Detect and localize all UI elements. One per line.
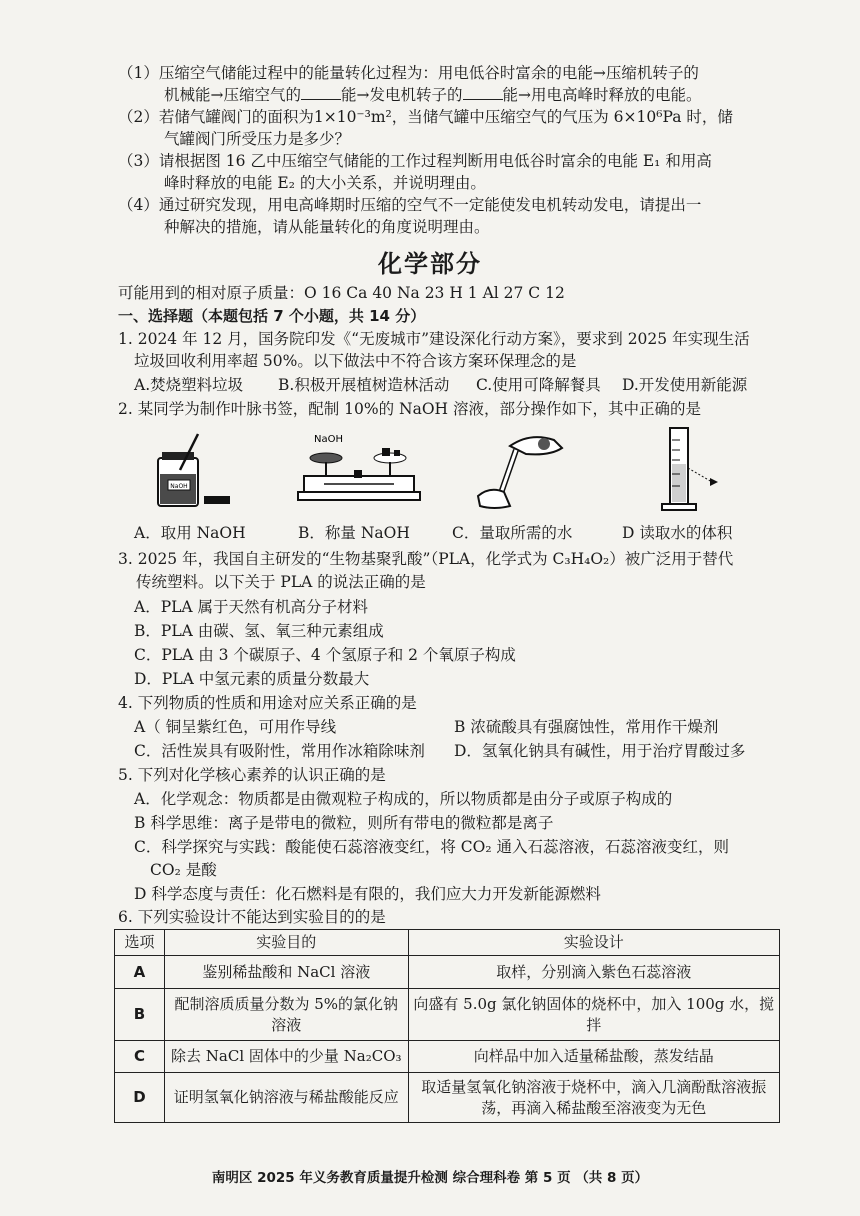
q2-option-d: D 读取水的体积 [622, 524, 733, 542]
q4-option-a: A（ 铜呈紫红色，可用作导线 [134, 718, 337, 736]
figure-c-pouring-water [470, 426, 580, 516]
table-row [115, 989, 780, 1041]
q3-option-b: B．PLA 由碳、氢、氧三种元素组成 [134, 622, 384, 640]
table-header: 实验设计 [408, 930, 779, 956]
q2-option-c: C．量取所需的水 [452, 524, 573, 542]
table-cell-purpose: 除去 NaCl 固体中的少量 Na₂CO₃ [164, 1041, 408, 1073]
table-header-row [115, 930, 780, 956]
q1-option-b: B.积极开展植树造林活动 [278, 376, 450, 394]
table-header: 选项 [115, 930, 165, 956]
q4-option-b: B 浓硫酸具有强腐蚀性，常用作干燥剂 [454, 718, 719, 736]
q2-option-a: A．取用 NaOH [134, 524, 246, 542]
page-footer: 南明区 2025 年义务教育质量提升检测 综合理科卷 第 5 页 （共 8 页） [211, 1170, 649, 1186]
q6-text: 6. 下列实验设计不能达到实验目的的是 [118, 908, 386, 926]
q1-option-d: D.开发使用新能源 [622, 376, 748, 394]
q3-option-c: C．PLA 由 3 个碳原子、4 个氢原子和 2 个氧原子构成 [134, 646, 516, 664]
physics-q3-line1: （3）请根据图 16 乙中压缩空气储能的工作过程判断用电低谷时富余的电能 E₁ 和用高 [118, 152, 712, 170]
atomic-masses: 可能用到的相对原子质量：O 16 Ca 40 Na 23 H 1 Al 27 C 12 [118, 284, 565, 302]
q1-option-a: A.焚烧塑料垃圾 [134, 376, 244, 394]
q2-option-b: B．称量 NaOH [298, 524, 410, 542]
q5-option-c-cont: CO₂ 是酸 [150, 861, 217, 879]
table-cell-option: B [115, 989, 165, 1041]
figure-b-balance [294, 430, 424, 510]
physics-q4-line1: （4）通过研究发现，用电高峰期时压缩的空气不一定能使发电机转动发电，请提出一 [118, 196, 702, 214]
q3-option-d: D．PLA 中氢元素的质量分数最大 [134, 670, 370, 688]
figure-a-label: NaOH [170, 483, 188, 490]
q3-text-line2: 传统塑料。以下关于 PLA 的说法正确的是 [136, 573, 426, 591]
table-cell-option: A [115, 956, 165, 989]
physics-q2-line1: （2）若储气罐阀门的面积为1×10⁻³m²，当储气罐中压缩空气的气压为 6×10⁶Pa 时，储 [118, 108, 733, 126]
table-row [115, 956, 780, 989]
q4-option-d: D．氢氧化钠具有碱性，用于治疗胃酸过多 [454, 742, 746, 760]
physics-q3-line2: 峰时释放的电能 E₂ 的大小关系，并说明理由。 [164, 174, 486, 192]
q5-text: 5. 下列对化学核心素养的认识正确的是 [118, 766, 386, 784]
table-cell-option: D [115, 1073, 165, 1123]
q1-text-line1: 1. 2024 年 12 月，国务院印发《“无废城市”建设深化行动方案》，要求到 2025 年实现生活 [118, 330, 750, 348]
table-cell-option: C [115, 1041, 165, 1073]
figure-d-measuring-cylinder [656, 424, 726, 514]
answer-blank [301, 85, 341, 100]
table-cell-purpose: 证明氢氧化钠溶液与稀盐酸能反应 [164, 1073, 408, 1123]
experiment-table [114, 929, 780, 1123]
q1-text-line2: 垃圾回收利用率超 50%。以下做法中不符合该方案环保理念的是 [134, 352, 577, 370]
physics-q1-line2: 机械能→压缩空气的 能→发电机转子的 能→用电高峰时释放的电能。 [164, 86, 702, 104]
figure-b-label: NaOH [314, 434, 343, 445]
table-cell-purpose: 配制溶质质量分数为 5%的氯化钠溶液 [164, 989, 408, 1041]
section-title: 化学部分 [378, 250, 482, 278]
physics-q4-line2: 种解决的措施，请从能量转化的角度说明理由。 [164, 218, 490, 236]
table-row [115, 1073, 780, 1123]
figure-a-reagent-bottle [150, 430, 240, 510]
q5-option-d: D 科学态度与责任：化石燃料是有限的，我们应大力开发新能源燃料 [134, 885, 601, 903]
table-cell-design: 向样品中加入适量稀盐酸，蒸发结晶 [408, 1041, 779, 1073]
table-cell-design: 向盛有 5.0g 氯化钠固体的烧杯中，加入 100g 水，搅拌 [408, 989, 779, 1041]
table-cell-design: 取适量氢氧化钠溶液于烧杯中，滴入几滴酚酞溶液振荡，再滴入稀盐酸至溶液变为无色 [408, 1073, 779, 1123]
physics-q2-line2: 气罐阀门所受压力是多少？ [164, 130, 351, 148]
q5-option-a: A．化学观念：物质都是由微观粒子构成的，所以物质都是由分子或原子构成的 [134, 790, 673, 808]
answer-blank [463, 85, 503, 100]
q1-option-c: C.使用可降解餐具 [476, 376, 601, 394]
physics-q1-line1: （1）压缩空气储能过程中的能量转化过程为：用电低谷时富余的电能→压缩机转子的 [118, 64, 699, 82]
table-row [115, 1041, 780, 1073]
table-header: 实验目的 [164, 930, 408, 956]
q4-option-c: C．活性炭具有吸附性，常用作冰箱除味剂 [134, 742, 425, 760]
table-cell-purpose: 鉴别稀盐酸和 NaCl 溶液 [164, 956, 408, 989]
q3-option-a: A．PLA 属于天然有机高分子材料 [134, 598, 369, 616]
q2-text: 2. 某同学为制作叶脉书签，配制 10%的 NaOH 溶液，部分操作如下，其中正确的是 [118, 400, 701, 418]
q3-text-line1: 3. 2025 年，我国自主研发的“生物基聚乳酸”（PLA，化学式为 C₃H₄O₂）被广泛用于替代 [118, 550, 734, 568]
part-heading: 一、选择题（本题包括 7 个小题，共 14 分） [118, 307, 426, 325]
q4-text: 4. 下列物质的性质和用途对应关系正确的是 [118, 694, 417, 712]
q5-option-b: B 科学思维：离子是带电的微粒，则所有带电的微粒都是离子 [134, 814, 554, 832]
table-cell-design: 取样，分别滴入紫色石蕊溶液 [408, 956, 779, 989]
q5-option-c: C．科学探究与实践：酸能使石蕊溶液变红，将 CO₂ 通入石蕊溶液，石蕊溶液变红，则 [134, 838, 729, 856]
